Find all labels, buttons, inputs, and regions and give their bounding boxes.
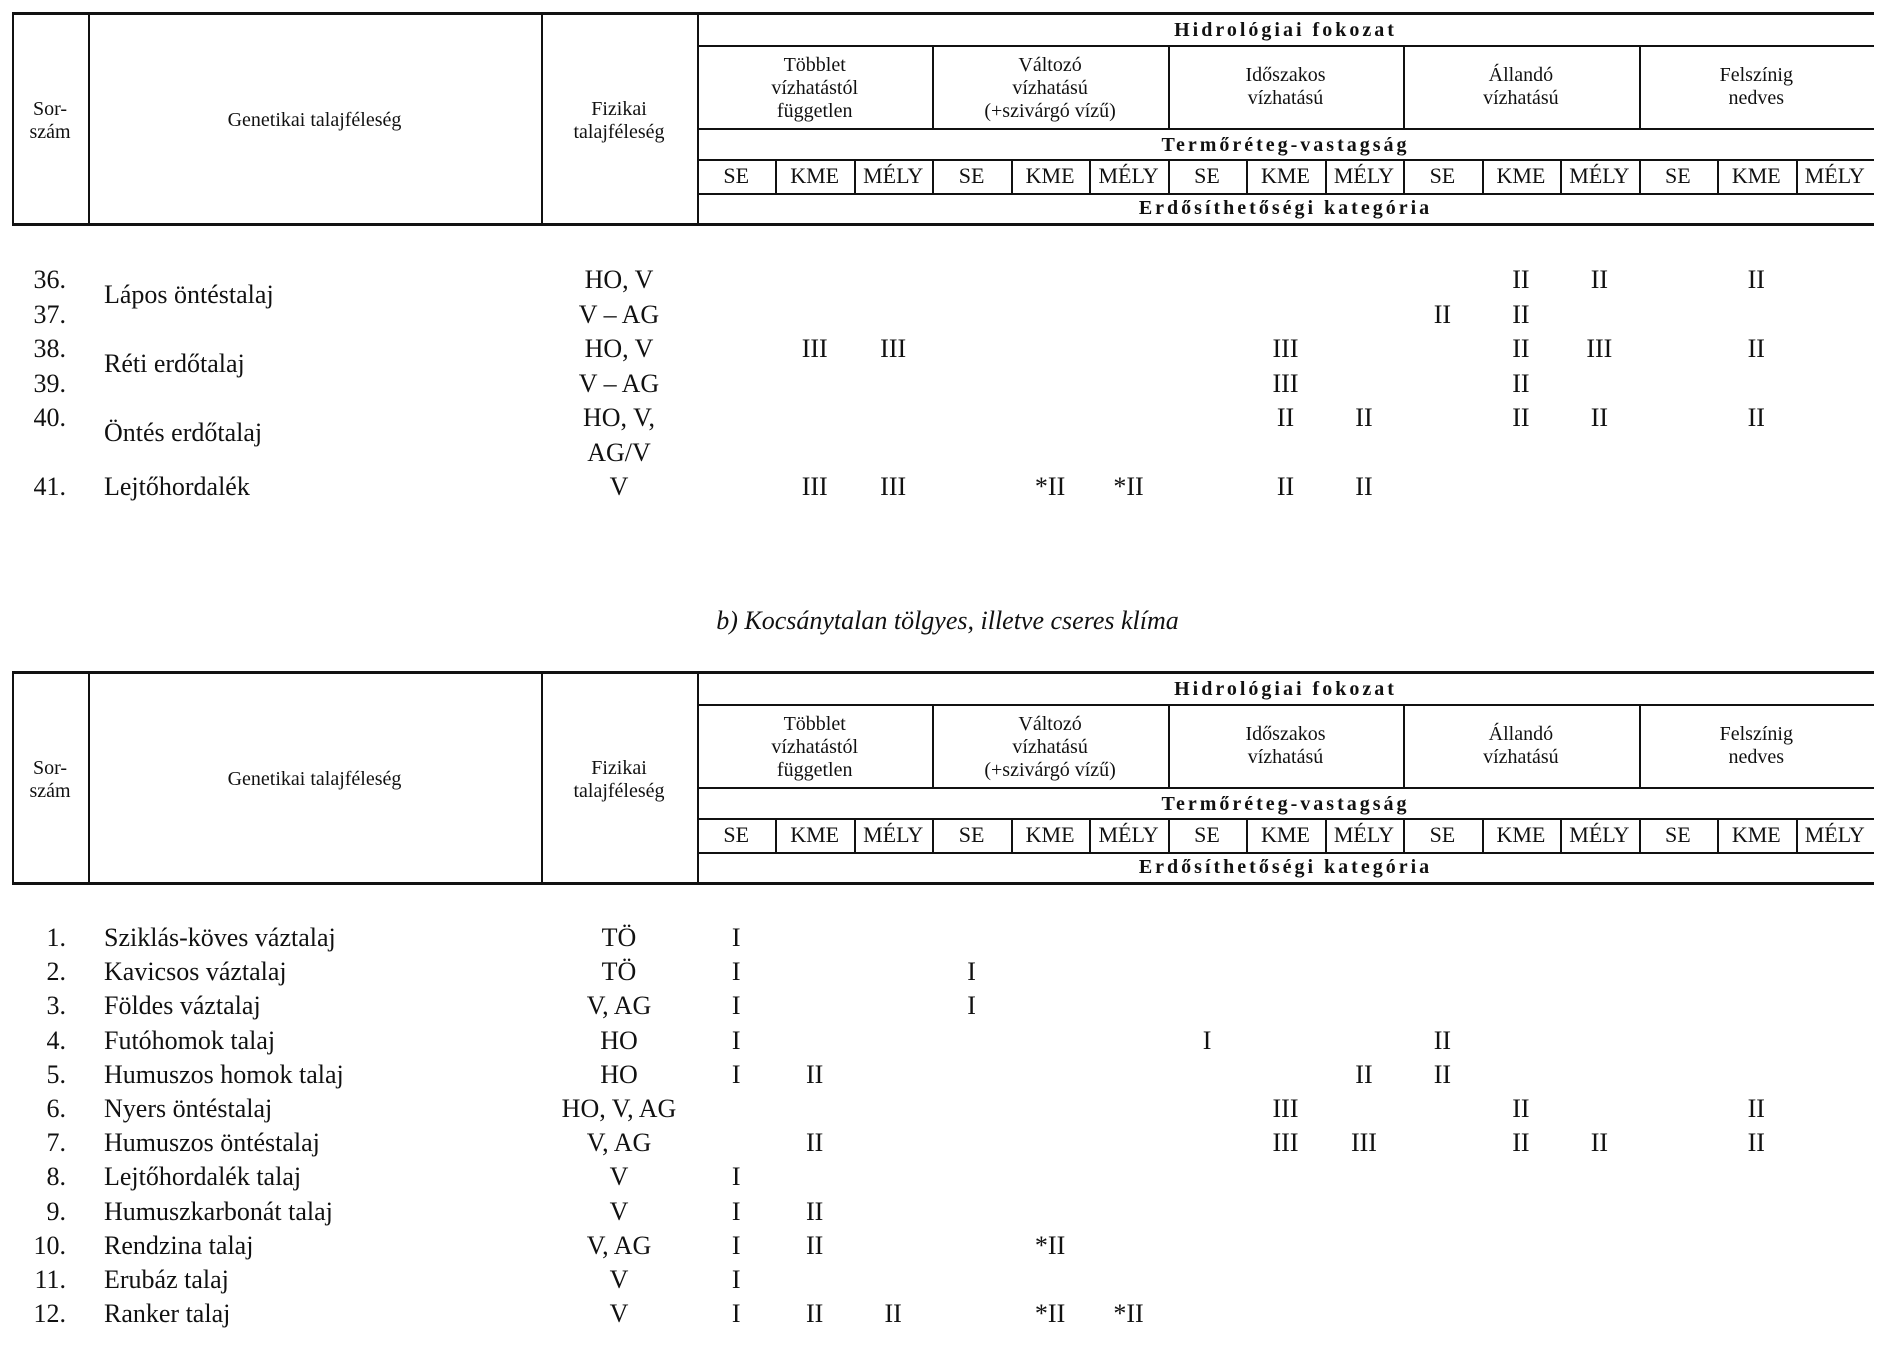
category-cell: II [1590,403,1609,432]
sorszam-label-line: szám [29,780,71,802]
physical-soil-type: HO, V [584,334,654,363]
group-label-line: vízhatású [1012,736,1088,758]
table-row [0,403,1895,447]
table-row [0,991,1895,1025]
thickness-subheader: KME [1025,163,1075,188]
physical-soil-type: V, AG [586,1128,652,1158]
termoreteg-vastagsag-label [697,793,1874,816]
category-cell: II [1747,1128,1765,1158]
table-row [0,1128,1895,1162]
thickness-subheader: MÉLY [1569,163,1630,188]
thickness-subheader: MÉLY [1569,822,1630,847]
category-cell: III [1272,334,1299,363]
thickness-subheader: KME [790,822,840,847]
category-cell: I [731,1196,741,1226]
group-label [697,54,932,123]
group-label-line: Felszínig [1719,64,1793,86]
group-label-line: független [776,100,853,122]
termoreteg-vastagsag-label [697,134,1874,157]
row-number: 11. [34,1265,66,1294]
hidrologiai-fokozat-label-line: Hidrológiai fokozat [1174,678,1397,700]
category-cell: III [1586,334,1613,363]
category-cell: II [806,1128,824,1158]
physical-soil-type: AG/V [587,437,651,467]
sorszam-label [12,757,88,803]
group-label [1639,64,1874,110]
thickness-subheader: SE [723,822,750,847]
physical-soil-type: V [609,472,629,501]
thickness-subheader: SE [1429,163,1456,188]
row-number: 41. [33,472,66,501]
soil-type-name: Futóhomok talaj [104,1025,276,1055]
group-label [1168,723,1403,769]
thickness-subheader: KME [1731,822,1781,847]
physical-soil-type: V [609,1196,629,1226]
fizikai-talajfeleseg-label-line: talajféleség [573,780,665,802]
group-label-line: független [776,759,853,781]
category-cell: II [1512,1128,1530,1158]
physical-soil-type: V – AG [578,299,660,329]
category-cell: II [1433,1059,1452,1089]
erdosithetosegi-kategoria-label [697,197,1874,220]
category-cell: III [1272,1128,1299,1158]
category-cell: I [967,991,976,1021]
group-label [1639,723,1874,769]
physical-soil-type: HO [600,1059,638,1089]
thickness-subheader: KME [1261,822,1310,847]
thickness-subheader: SE [958,822,985,847]
row-number: 3. [46,991,66,1021]
category-cell: II [1512,265,1530,294]
category-cell: *II [1034,472,1066,501]
fizikai-talajfeleseg-label [541,98,697,144]
group-label-line: Időszakos [1245,723,1326,745]
group-label [1168,64,1403,110]
group-label-line: Többlet [783,54,846,76]
group-label [1403,723,1638,769]
sorszam-label-line: Sor- [32,98,68,120]
soil-type-name: Rendzina talaj [104,1230,254,1260]
category-cell: I [731,1265,741,1294]
table-row [0,1060,1895,1094]
sorszam-label-line: Sor- [32,757,68,779]
category-cell: II [1433,1025,1452,1055]
category-cell: II [1276,472,1295,501]
thickness-subheader: MÉLY [863,822,924,847]
category-cell: III [801,334,828,363]
soil-type-name: Kavicsos váztalaj [104,957,287,987]
groups-rule [697,128,1874,130]
row-number: 36. [33,265,66,294]
thickness-subheader: SE [1664,822,1691,847]
category-cell: II [1747,334,1765,363]
thickness-subheader: MÉLY [1333,822,1394,847]
physical-soil-type: V [609,1162,629,1192]
category-cell: I [967,957,976,987]
group-label [932,54,1167,123]
group-label-line: (+szivárgó vízű) [984,100,1116,122]
category-cell: I [731,1059,741,1089]
row-number: 8. [46,1162,66,1192]
thickness-subheader: SE [1194,822,1220,847]
section-b-title: b) Kocsánytalan tölgyes, illetve cseres klíma [716,606,1179,635]
sub-rule [697,852,1874,854]
category-cell: I [731,991,741,1021]
group-label-line: Változó [1018,713,1082,735]
row-number: 6. [46,1094,66,1123]
category-cell: II [806,1230,824,1260]
top-rule [12,12,1874,15]
header-bottom-rule [12,223,1874,226]
row-number: 38. [33,334,66,363]
physical-soil-type: V, AG [586,991,652,1021]
group-label-line: vízhatású [1247,746,1324,768]
table-row [0,472,1895,506]
group-label-line: vízhatástól [771,736,859,758]
category-cell: II [1512,1094,1530,1123]
category-cell: I [731,1025,741,1055]
sorszam-label [12,98,88,144]
physical-soil-type: HO, V [584,265,654,294]
genetikai-talajfeleseg-label [88,109,541,132]
row-number: 2. [46,957,66,987]
category-cell: II [1590,1128,1609,1158]
physical-soil-type: V, AG [586,1230,652,1260]
physical-soil-type: V [609,1265,629,1294]
category-cell: *II [1113,472,1144,501]
erdosithetosegi-kategoria-label-line: Erdősíthetőségi kategória [1138,856,1433,878]
category-cell: I [731,957,741,987]
physical-soil-type: TÖ [601,957,637,987]
category-cell: II [1355,403,1373,432]
thickness-subheader: KME [1496,822,1546,847]
genetikai-talajfeleseg-label-line: Genetikai talajféleség [227,768,402,790]
row-number: 10. [33,1230,66,1260]
category-cell: II [1512,403,1530,432]
group-label-line: Változó [1018,54,1082,76]
soil-type-name: Humuszos homok talaj [104,1059,344,1089]
row-number: 4. [46,1025,66,1055]
fizikai-talajfeleseg-label-line: Fizikai [591,757,647,779]
category-cell: II [806,1196,824,1226]
thickness-subheader: MÉLY [1333,163,1394,188]
groups-rule [697,787,1874,789]
category-cell: II [1747,265,1765,294]
hidrologiai-rule [697,45,1874,47]
group-label-line: vízhatástól [771,77,859,99]
erdosithetosegi-kategoria-label-line: Erdősíthetőségi kategória [1138,197,1433,219]
sorszam-label-line: szám [29,121,71,143]
termoreteg-rule [697,818,1874,820]
category-cell: I [1202,1025,1212,1055]
group-label [1403,64,1638,110]
header-bottom-rule [12,882,1874,885]
category-cell: II [1512,368,1530,398]
thickness-subheader: SE [1194,163,1220,188]
table-row [0,1094,1895,1128]
category-cell: *II [1113,1299,1144,1329]
category-cell: II [1590,265,1609,294]
fizikai-talajfeleseg-label-line: Fizikai [591,98,647,120]
top-rule [12,671,1874,674]
termoreteg-rule [697,159,1874,161]
group-label-line: vízhatású [1247,87,1324,109]
category-cell: III [1272,1094,1299,1123]
group-label-line: Többlet [783,713,846,735]
thickness-subheader: SE [958,163,985,188]
category-cell: II [1747,403,1765,432]
hidrologiai-fokozat-label-line: Hidrológiai fokozat [1174,19,1397,41]
category-cell: II [806,1059,824,1089]
thickness-subheader: MÉLY [1804,822,1865,847]
soil-type-name: Földes váztalaj [104,991,261,1021]
hidrologiai-fokozat-label [697,678,1874,701]
category-cell: II [1512,334,1530,363]
row-number: 7. [46,1128,66,1158]
category-cell: *II [1034,1299,1066,1329]
soil-type-name: Nyers öntéstalaj [104,1094,273,1123]
category-cell: III [801,472,828,501]
physical-soil-type: V [609,1299,629,1329]
soil-type-name: Lejtőhordalék talaj [104,1162,302,1192]
genetikai-talajfeleseg-label [88,768,541,791]
soil-type-name: Öntés erdőtalaj [104,418,263,447]
category-cell: II [1276,403,1295,432]
row-number: 39. [33,368,66,398]
group-label-line: Állandó [1488,64,1554,86]
category-cell: I [731,1299,741,1329]
group-label-line: nedves [1728,87,1785,109]
group-label-line: vízhatású [1483,746,1559,768]
soil-type-name: Sziklás-köves váztalaj [104,923,336,952]
soil-type-name: Erubáz talaj [104,1265,229,1294]
group-label-line: Felszínig [1719,723,1793,745]
table-row [0,334,1895,378]
physical-soil-type: HO, V, [582,403,655,432]
physical-soil-type: HO [600,1025,638,1055]
category-cell: II [1512,299,1530,329]
group-label-line: Állandó [1488,723,1554,745]
row-number: 9. [46,1196,66,1226]
category-cell: II [884,1299,902,1329]
thickness-subheader: KME [1261,163,1310,188]
category-cell: I [731,1162,741,1192]
thickness-subheader: KME [1731,163,1781,188]
soil-type-name: Humuszos öntéstalaj [104,1128,320,1158]
category-cell: II [1355,1059,1373,1089]
category-cell: III [1350,1128,1377,1158]
category-cell: II [1433,299,1452,329]
thickness-subheader: MÉLY [863,163,924,188]
category-cell: I [731,1230,741,1260]
thickness-subheader: MÉLY [1098,822,1159,847]
thickness-subheader: SE [1429,822,1456,847]
erdosithetosegi-kategoria-label [697,856,1874,879]
table-row [0,957,1895,991]
category-cell: III [880,334,907,363]
row-number: 1. [46,923,66,952]
sub-rule [697,193,1874,195]
category-cell: *II [1034,1230,1066,1260]
row-number: 40. [33,403,66,432]
table-row [0,1299,1895,1333]
category-cell: II [806,1299,824,1329]
table-row [0,300,1895,334]
category-cell: I [731,923,741,952]
thickness-subheader: KME [790,163,840,188]
group-label-line: (+szivárgó vízű) [984,759,1116,781]
table-row [0,923,1895,957]
row-number: 12. [33,1299,66,1329]
table-row [0,369,1895,403]
category-cell: III [1272,368,1299,398]
table-row [0,1265,1895,1299]
table-row [0,438,1895,472]
group-label-line: vízhatású [1012,77,1088,99]
termoreteg-vastagsag-label-line: Termőréteg-vastagság [1161,134,1410,156]
group-label [932,713,1167,782]
genetikai-talajfeleseg-label-line: Genetikai talajféleség [227,109,402,131]
table-row [0,1197,1895,1231]
hidrologiai-fokozat-label [697,19,1874,42]
soil-type-name: Lejtőhordalék [104,472,250,501]
hidrologiai-rule [697,704,1874,706]
table-row [0,265,1895,309]
table-row [0,1162,1895,1196]
row-number: 37. [33,299,66,329]
category-cell: II [1747,1094,1765,1123]
physical-soil-type: TÖ [601,923,637,952]
table-row [0,1026,1895,1060]
fizikai-talajfeleseg-label-line: talajféleség [573,121,665,143]
termoreteg-vastagsag-label-line: Termőréteg-vastagság [1161,793,1410,815]
thickness-subheader: MÉLY [1098,163,1159,188]
group-label-line: Időszakos [1245,64,1326,86]
soil-type-name: Lápos öntéstalaj [104,280,274,309]
thickness-subheader: KME [1496,163,1546,188]
group-label-line: nedves [1728,746,1785,768]
soil-type-name: Ranker talaj [104,1299,231,1329]
thickness-subheader: SE [723,163,750,188]
fizikai-talajfeleseg-label [541,757,697,803]
thickness-subheader: KME [1025,822,1075,847]
physical-soil-type: HO, V, AG [561,1094,677,1123]
category-cell: II [1355,472,1373,501]
soil-type-name: Humuszkarbonát talaj [104,1196,333,1226]
row-number: 5. [46,1059,66,1089]
group-label [697,713,932,782]
category-cell: III [880,472,907,501]
soil-type-name: Réti erdőtalaj [104,349,245,378]
thickness-subheader: MÉLY [1804,163,1865,188]
thickness-subheader: SE [1664,163,1691,188]
physical-soil-type: V – AG [578,368,660,398]
group-label-line: vízhatású [1483,87,1559,109]
table-row [0,1231,1895,1265]
